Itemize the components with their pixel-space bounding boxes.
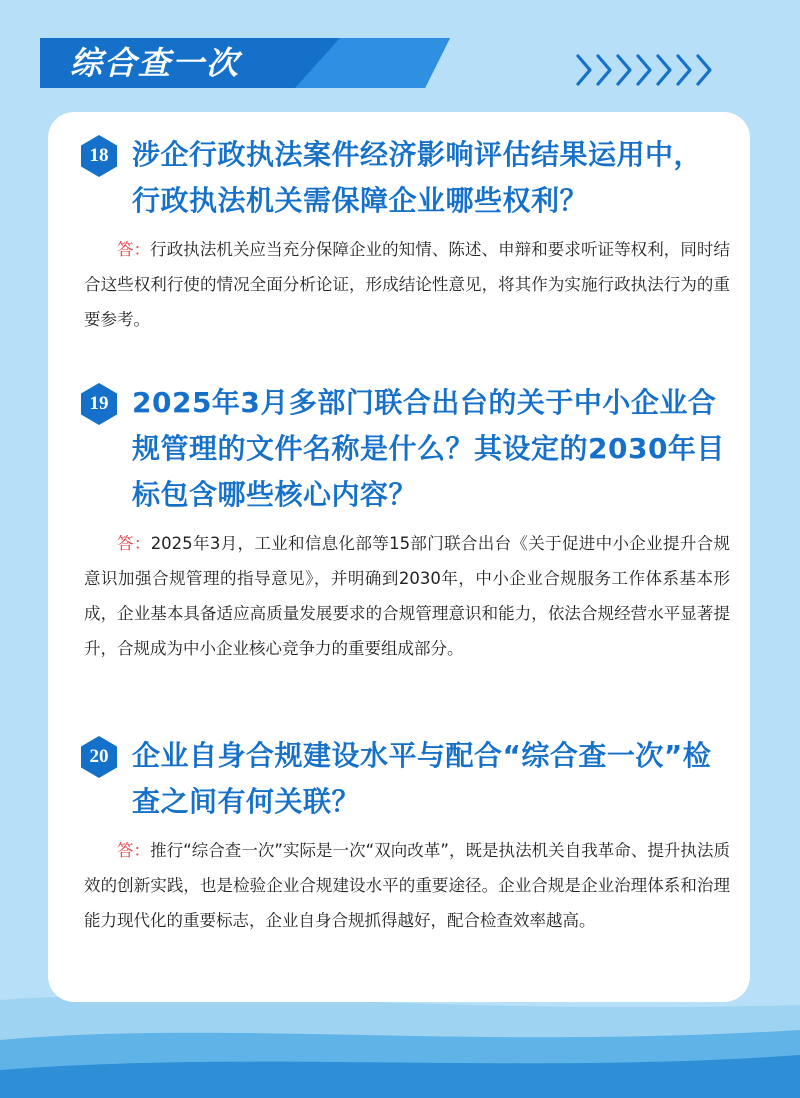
question-number: 20	[89, 746, 109, 767]
question-number: 19	[89, 393, 109, 414]
answer-label: 答：	[117, 841, 151, 860]
question-text: 2025年3月多部门联合出台的关于中小企业合规管理的文件名称是什么？其设定的2030年目标包含哪些核心内容？	[132, 386, 725, 511]
page-title: 综合查一次	[70, 44, 241, 82]
qa-item-18	[80, 132, 730, 337]
answer-text: 行政执法机关应当充分保障企业的知情、陈述、申辩和要求听证等权利，同时结合这些权利行使的情况全面分析论证，形成结论性意见，将其作为实施行政执法行为的重要参考。	[84, 240, 731, 329]
question-number-badge	[80, 735, 118, 779]
qa-item-20	[80, 733, 730, 938]
answer-paragraph	[84, 526, 730, 666]
question-number: 18	[89, 145, 109, 166]
chevron-right-icon	[574, 52, 722, 88]
question-number-badge	[80, 382, 118, 426]
question-text: 企业自身合规建设水平与配合“综合查一次”检查之间有何关联？	[132, 739, 712, 818]
answer-text: 推行“综合查一次”实际是一次“双向改革”，既是执法机关自我革命、提升执法质效的创新实践，也是检验企业合规建设水平的重要途径。企业合规是企业治理体系和治理能力现代化的重要标志，企业自身合规抓得越好，配合检查效率越高。	[84, 841, 730, 930]
answer-label: 答：	[117, 240, 151, 259]
answer-label: 答：	[117, 534, 151, 553]
answer-paragraph	[84, 833, 730, 938]
question-number-badge	[80, 134, 118, 178]
answer-text: 2025年3月，工业和信息化部等15部门联合出台《关于促进中小企业提升合规意识加强合规管理的指导意见》，并明确到2030年，中小企业合规服务工作体系基本形成，企业基本具备适应高质量发展要求的合规管理意识和能力，依法合规经营水平显著提升，合规成为中小企业核心竞争力的重要组成部分。	[84, 534, 730, 658]
question-text: 涉企行政执法案件经济影响评估结果运用中，行政执法机关需保障企业哪些权利？	[132, 138, 703, 217]
answer-paragraph	[84, 232, 730, 337]
qa-item-19	[80, 380, 730, 666]
